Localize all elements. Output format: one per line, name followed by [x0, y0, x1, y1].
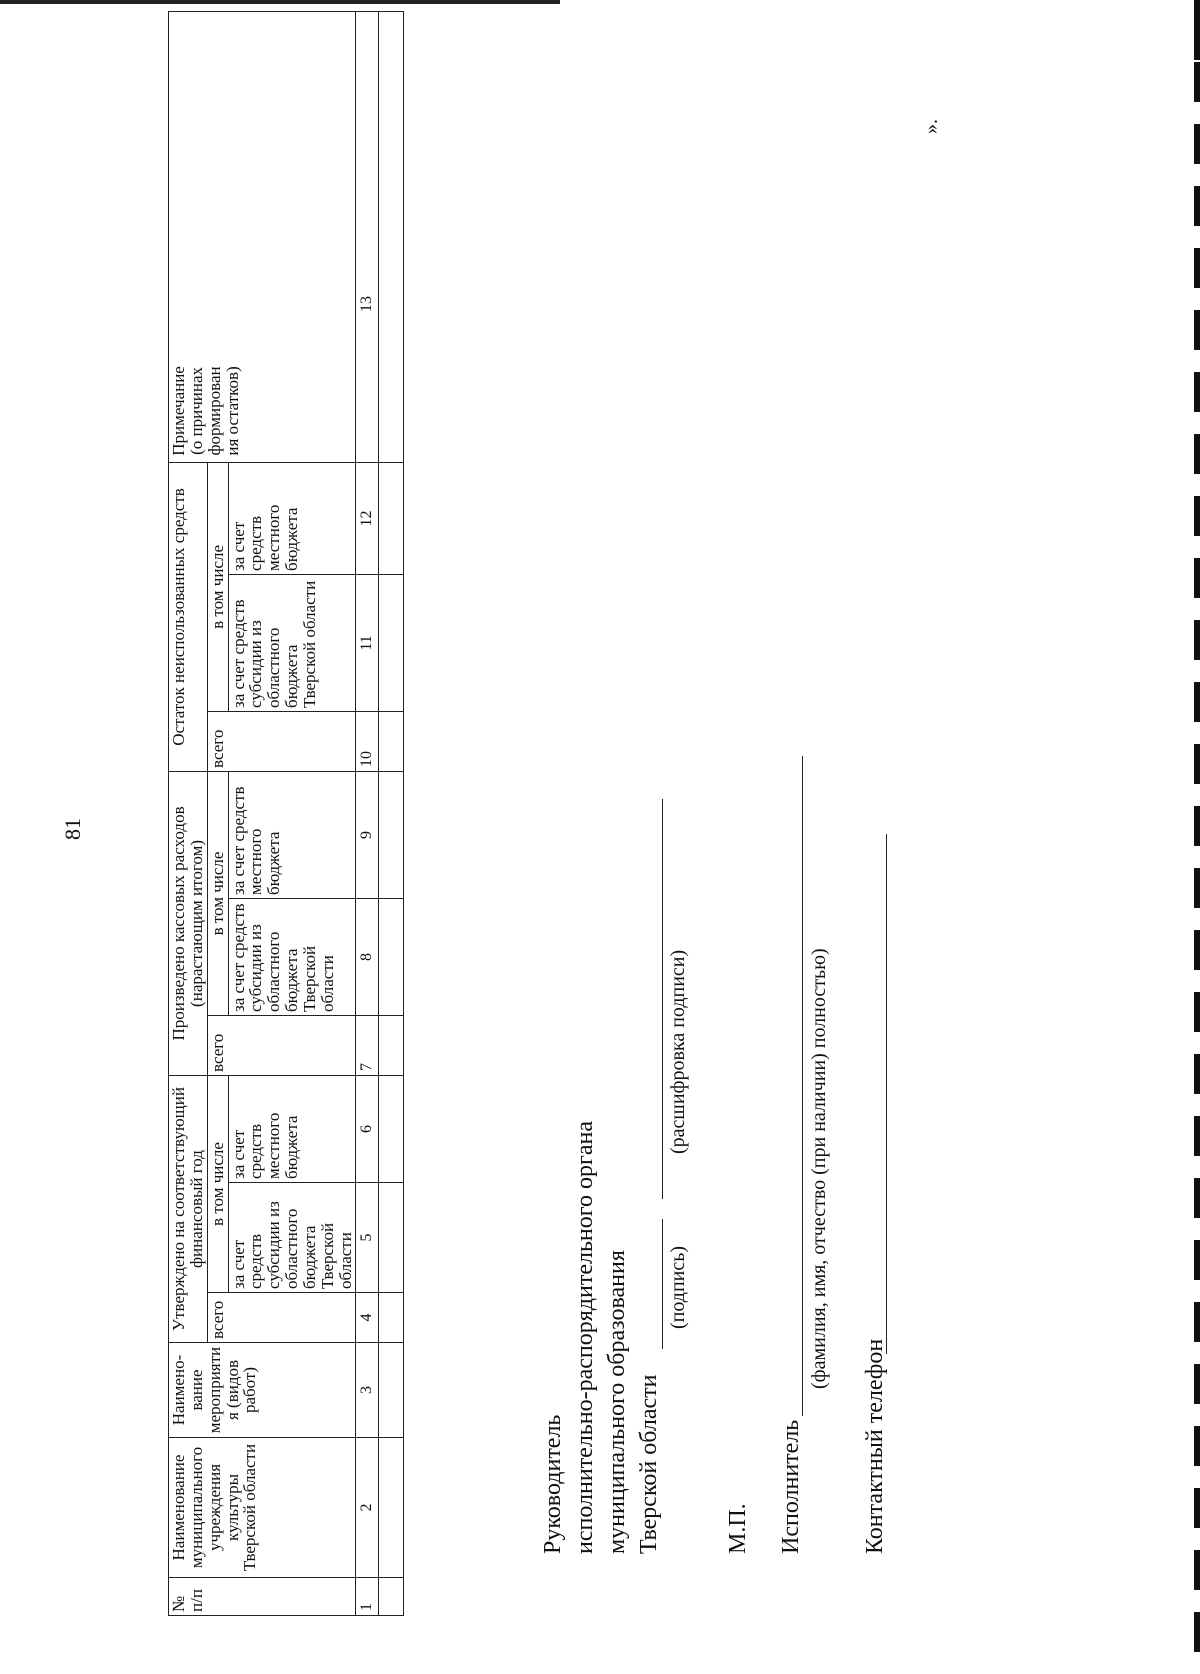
signature-caption: (подпись): [667, 1245, 689, 1329]
table-data-row: [379, 11, 404, 1615]
head-title-line-4: Тверской области: [636, 1374, 662, 1554]
header-approved-including: в том числе: [207, 1075, 228, 1292]
header-spent-total: всего: [207, 1015, 356, 1075]
phone-label: Контактный телефон: [862, 1338, 888, 1554]
column-number-row: [356, 11, 379, 1615]
table-cell: [379, 1578, 404, 1616]
table-cell: [379, 1183, 404, 1293]
header-num: № п/п: [169, 1578, 356, 1616]
header-spent-local: за счет средств местного бюджета: [228, 771, 356, 898]
column-number-10: 10: [356, 711, 379, 771]
table-cell: [379, 1075, 404, 1182]
header-spent: Произведено кассовых расходов (нарастающим итогом): [169, 771, 208, 1075]
signature-decoding-line: [662, 799, 663, 1199]
column-number-8: 8: [356, 898, 379, 1015]
executor-label: Исполнитель: [778, 1419, 804, 1554]
head-title-line-1: Руководитель: [540, 1414, 566, 1554]
signature-line: [662, 1219, 663, 1349]
table-cell: [379, 711, 404, 771]
table-cell: [379, 1293, 404, 1343]
report-table: [168, 11, 404, 1616]
signature-decoding-caption: (расшифровка подписи): [667, 949, 689, 1154]
header-note-text: Примечание (о причинах формирования остатков): [169, 366, 242, 456]
header-approved-local: за счет средств местного бюджета: [228, 1075, 356, 1182]
column-number-13: 13: [356, 11, 379, 462]
column-number-11: 11: [356, 574, 379, 711]
header-approved-regional: за счет средств субсидии из областного бюджета Тверской области: [228, 1183, 356, 1293]
column-number-4: 4: [356, 1293, 379, 1343]
column-number-7: 7: [356, 1015, 379, 1075]
header-remainder: Остаток неиспользованных средств: [169, 462, 208, 771]
header-approved: Утверждено на соответствующий финансовый год: [169, 1075, 208, 1342]
table-cell: [379, 11, 404, 462]
head-title-line-3: муниципального образования: [604, 1250, 630, 1554]
header-spent-regional: за счет средств субсидии из областного бюджета Тверской области: [228, 898, 356, 1015]
column-number-12: 12: [356, 462, 379, 574]
table-header-row-1: [169, 11, 208, 1615]
page-number: 81: [60, 818, 85, 840]
column-number-9: 9: [356, 771, 379, 898]
table-cell: [379, 1015, 404, 1075]
table-cell: [379, 462, 404, 574]
table-cell: [379, 1343, 404, 1438]
header-spent-including: в том числе: [207, 771, 228, 1015]
header-remainder-including: в том числе: [207, 462, 228, 711]
column-number-1: 1: [356, 1578, 379, 1616]
header-remainder-total: всего: [207, 711, 356, 771]
table-cell: [379, 771, 404, 898]
phone-line: [886, 834, 887, 1354]
header-approved-total: всего: [207, 1293, 356, 1343]
executor-caption: (фамилия, имя, отчество (при наличии) полностью): [808, 948, 830, 1389]
table-cell: [379, 898, 404, 1015]
table-cell: [379, 1438, 404, 1578]
executor-line: [802, 756, 803, 1416]
header-remainder-local: за счет средств местного бюджета: [228, 462, 356, 574]
header-event: Наимено-вание мероприятия (видов работ): [169, 1343, 356, 1438]
closing-quote: ».: [920, 119, 942, 134]
header-institution: Наименование муниципального учреждения культуры Тверской области: [169, 1438, 356, 1578]
header-remainder-regional: за счет средств субсидии из областного бюджета Тверской области: [228, 574, 356, 711]
column-number-5: 5: [356, 1183, 379, 1293]
column-number-3: 3: [356, 1343, 379, 1438]
column-number-6: 6: [356, 1075, 379, 1182]
head-title-line-2: исполнительно-распорядительного органа: [572, 1121, 598, 1554]
table-cell: [379, 574, 404, 711]
stamp-label: М.П.: [725, 1503, 751, 1554]
column-number-2: 2: [356, 1438, 379, 1578]
header-note: [169, 11, 356, 462]
